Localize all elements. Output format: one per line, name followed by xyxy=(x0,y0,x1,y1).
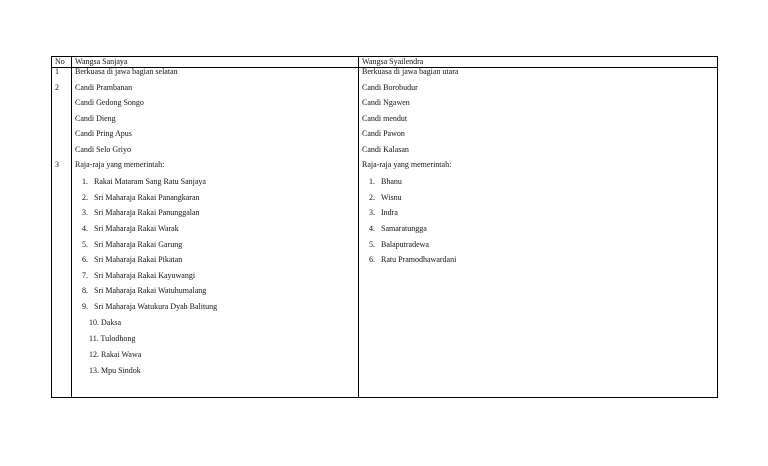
syailendra-temple: Candi Borobudur xyxy=(362,83,418,92)
sanjaya-temple: Candi Dieng xyxy=(75,114,116,123)
syailendra-king-item: 2. Wisnu xyxy=(369,193,402,202)
sanjaya-king-item: 4. Sri Maharaja Rakai Warak xyxy=(82,224,179,233)
sanjaya-king-item: 10. Daksa xyxy=(89,318,121,327)
row-number: 2 xyxy=(55,83,59,92)
sanjaya-king-item: 3. Sri Maharaja Rakai Panunggalan xyxy=(82,208,200,217)
syailendra-temple: Candi Ngawen xyxy=(362,98,410,107)
header-no: No xyxy=(55,57,65,66)
syailendra-temple: Candi mendut xyxy=(362,114,408,123)
sanjaya-king-item: 1. Rakai Mataram Sang Ratu Sanjaya xyxy=(82,177,206,186)
syailendra-king-item: 3. Indra xyxy=(369,208,398,217)
syailendra-temple: Candi Pawon xyxy=(362,129,405,138)
syailendra-king-item: 5. Balaputradewa xyxy=(369,240,429,249)
row-number: 1 xyxy=(55,67,59,76)
comparison-table xyxy=(51,56,718,398)
syailendra-kings-heading: Raja-raja yang memerintah: xyxy=(362,160,452,169)
sanjaya-temple: Candi Gedong Songo xyxy=(75,98,144,107)
sanjaya-king-item: 5. Sri Maharaja Rakai Garung xyxy=(82,240,183,249)
sanjaya-temple: Candi Selo Griyo xyxy=(75,145,131,154)
sanjaya-region: Berkuasa di jawa bagian selatan xyxy=(75,67,178,76)
sanjaya-king-item: 9. Sri Maharaja Watukura Dyah Balitung xyxy=(82,302,218,311)
sanjaya-king-item: 2. Sri Maharaja Rakai Panangkaran xyxy=(82,193,200,202)
sanjaya-king-item: 12. Rakai Wawa xyxy=(89,350,142,359)
sanjaya-king-item: 7. Sri Maharaja Rakai Kayuwangi xyxy=(82,271,196,280)
sanjaya-king-item: 8. Sri Maharaja Rakai Watuhumalang xyxy=(82,286,207,295)
header-wangsa-syailendra: Wangsa Syailendra xyxy=(362,57,424,66)
syailendra-king-item: 4. Samaratungga xyxy=(369,224,427,233)
sanjaya-kings-heading: Raja-raja yang memerintah: xyxy=(75,160,165,169)
syailendra-king-item: 1. Bhanu xyxy=(369,177,402,186)
header-wangsa-sanjaya: Wangsa Sanjaya xyxy=(75,57,128,66)
syailendra-king-item: 6. Ratu Pramodhawardani xyxy=(369,255,457,264)
syailendra-region: Berkuasa di jawa bagian utara xyxy=(362,67,459,76)
sanjaya-king-item: 11. Tulodhong xyxy=(89,334,136,343)
sanjaya-temple: Candi Prambanan xyxy=(75,83,133,92)
sanjaya-temple: Candi Pring Apus xyxy=(75,129,132,138)
sanjaya-king-item: 6. Sri Maharaja Rakai Pikatan xyxy=(82,255,183,264)
syailendra-temple: Candi Kalasan xyxy=(362,145,409,154)
sanjaya-king-item: 13. Mpu Sindok xyxy=(89,366,141,375)
row-number: 3 xyxy=(55,160,59,169)
